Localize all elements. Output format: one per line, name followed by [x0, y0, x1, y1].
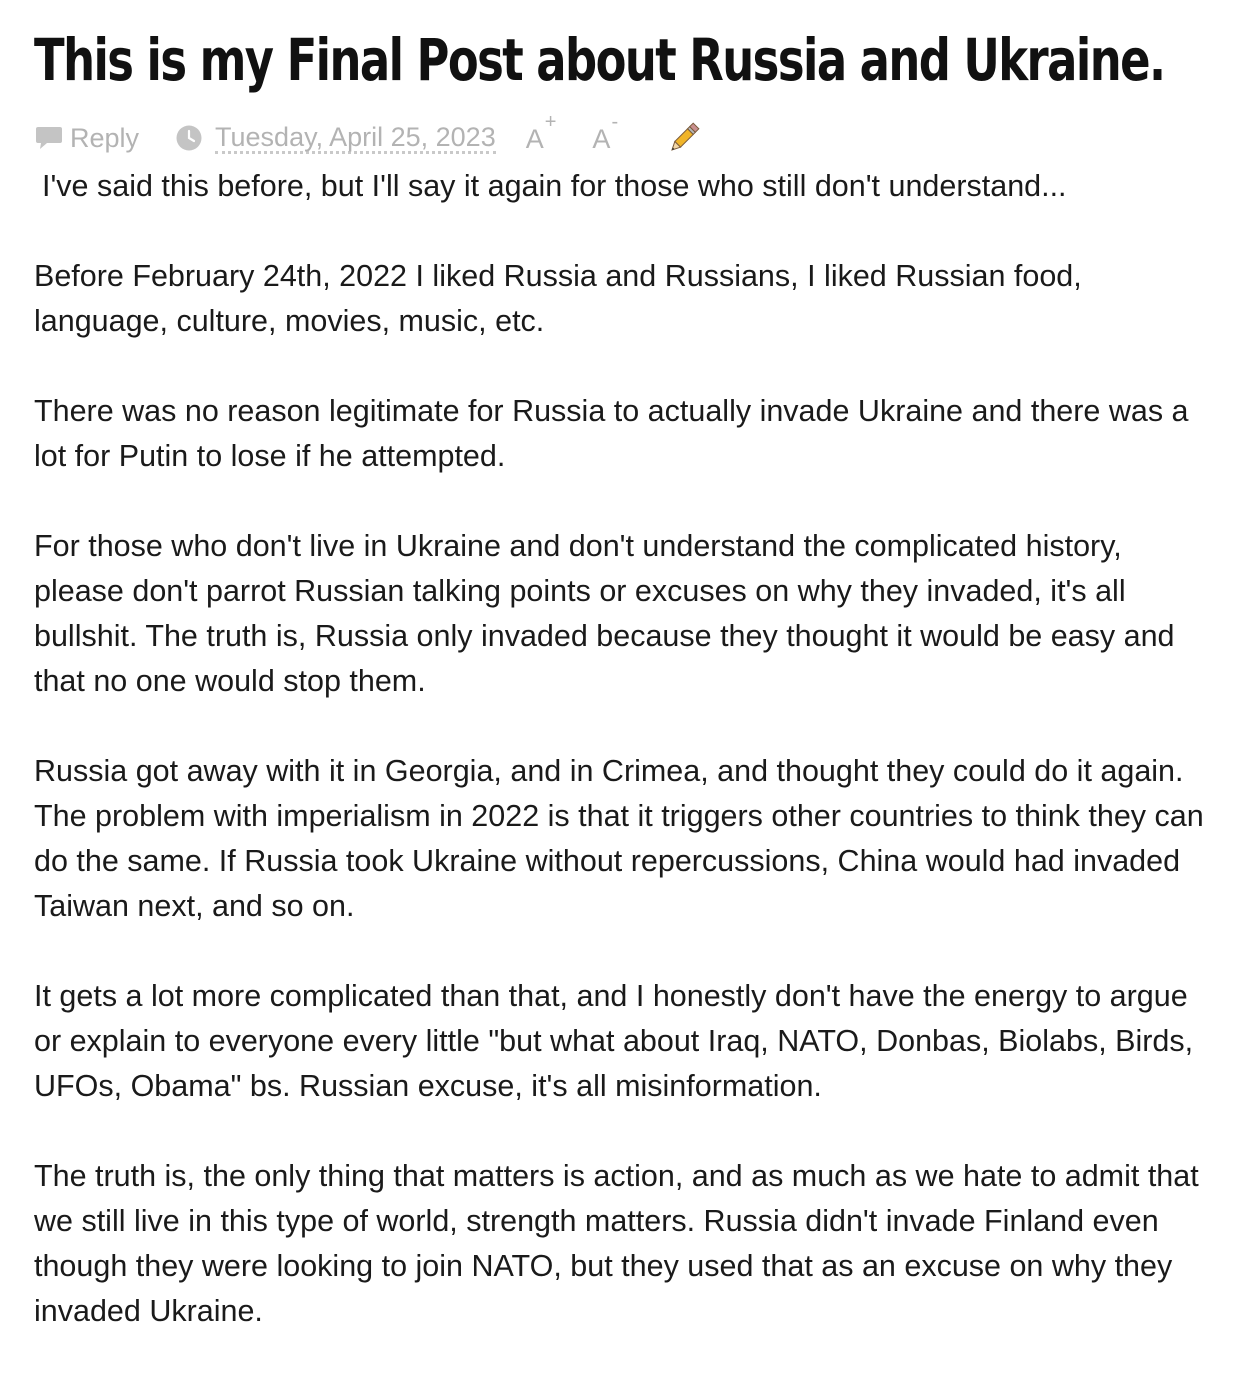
font-increase-sup: +: [544, 111, 557, 133]
post-paragraph: The truth is, the only thing that matters is action, and as much as we hate to admit that we still live in this type of world, strength matters. Russia didn't invade Finland even though they were looking to join NATO, but they used that as an excuse on why they invaded Ukraine.: [34, 1159, 1199, 1328]
reply-label: Reply: [70, 122, 140, 153]
reply-link[interactable]: [34, 123, 139, 154]
post-date: [175, 123, 496, 154]
font-decrease-button[interactable]: [592, 111, 619, 155]
post-body: [34, 164, 1216, 1334]
post-date-link[interactable]: Tuesday, April 25, 2023: [215, 121, 496, 152]
font-decrease-sup: -: [611, 111, 619, 133]
post-meta-bar: [34, 111, 1216, 162]
font-increase-button[interactable]: [525, 111, 557, 155]
clock-icon: [175, 124, 203, 152]
post-title: This is my Final Post about Russia and Ukraine.: [34, 26, 1165, 94]
font-increase-label: A: [525, 124, 544, 154]
post-paragraph: Russia got away with it in Georgia, and in Crimea, and thought they could do it again. The problem with imperialism in 2022 is that it triggers other countries to think they can do the same. If Russia took Ukraine without repercussions, China would had invaded Taiwan next, and so on.: [34, 754, 1204, 923]
pencil-icon[interactable]: [666, 120, 702, 156]
post-paragraph: For those who don't live in Ukraine and don't understand the complicated history, please don't parrot Russian talking points or excuses on why they invaded, it's all bullshit. The truth is, Russia only invaded because they thought it would be easy and that no one would stop them.: [34, 529, 1175, 698]
font-decrease-label: A: [592, 124, 611, 154]
post-paragraph: There was no reason legitimate for Russia to actually invade Ukraine and there was a lot for Putin to lose if he attempted.: [34, 394, 1189, 473]
post-paragraph: Before February 24th, 2022 I liked Russia and Russians, I liked Russian food, language, culture, movies, music, etc.: [34, 259, 1082, 338]
speech-bubble-icon: [34, 124, 64, 152]
post-paragraph: I've said this before, but I'll say it again for those who still don't understand...: [42, 169, 1067, 203]
post-paragraph: It gets a lot more complicated than that, and I honestly don't have the energy to argue or explain to everyone every little "but what about Iraq, NATO, Donbas, Biolabs, Birds, UFOs, Obama" bs. Russian excuse, it's all misinformation.: [34, 979, 1194, 1103]
